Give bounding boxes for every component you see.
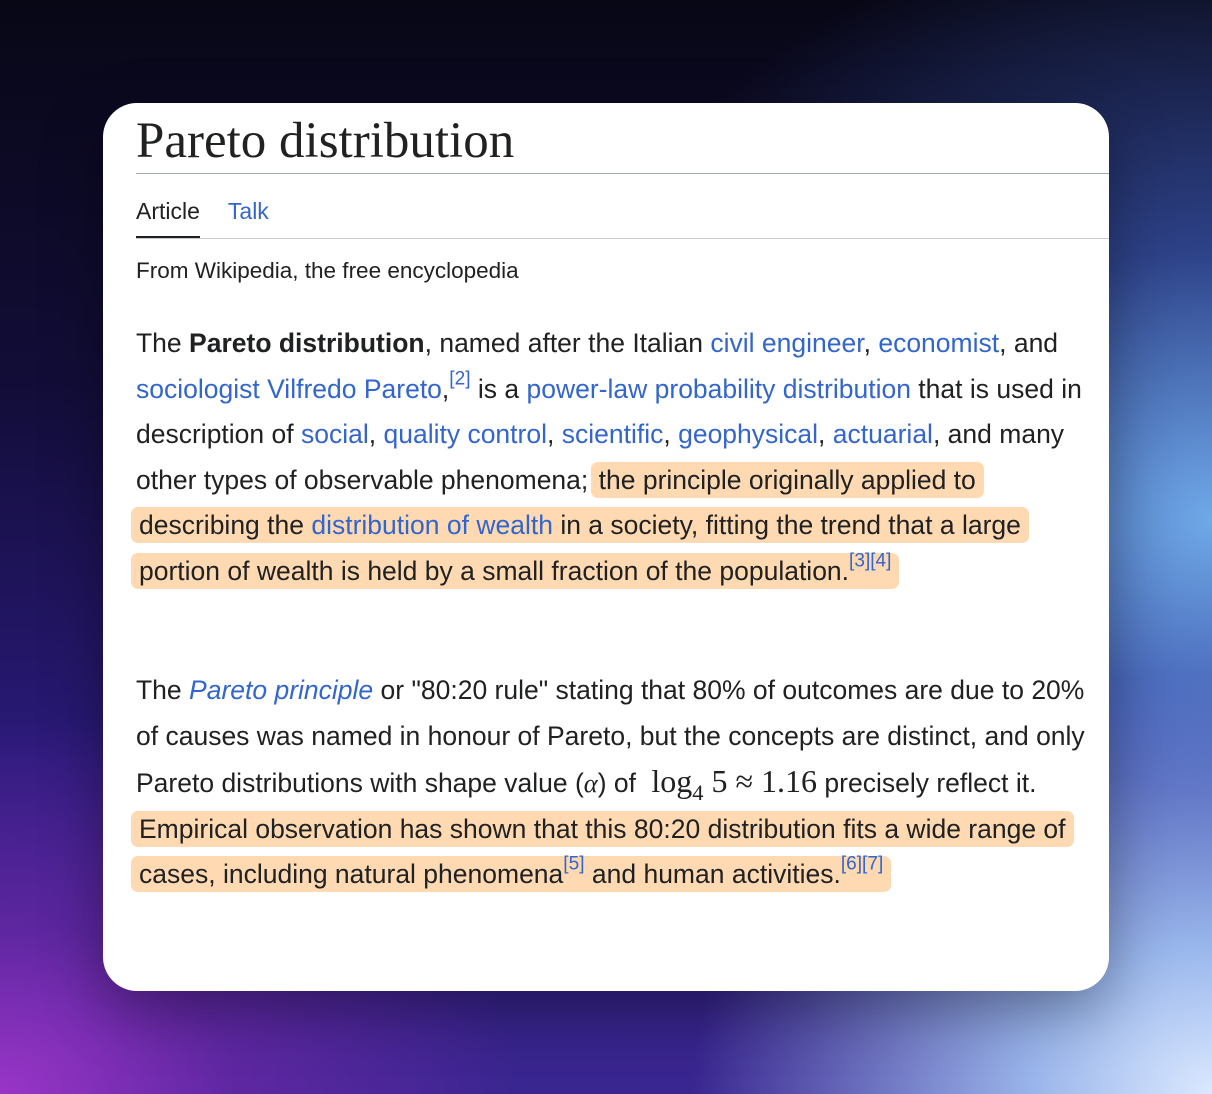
citation xyxy=(449,368,470,389)
text: ) of xyxy=(597,768,644,798)
ref-4-link[interactable]: [4] xyxy=(870,550,892,572)
citation xyxy=(841,854,883,875)
article-card xyxy=(103,103,1109,991)
link-pareto-principle[interactable]: Pareto principle xyxy=(189,675,374,705)
link-economist[interactable]: economist xyxy=(878,328,1000,358)
link-social[interactable]: social xyxy=(300,419,369,449)
text: and human activities. xyxy=(584,859,841,889)
link-civil-engineer[interactable]: civil engineer xyxy=(710,328,864,358)
tab-article[interactable]: Article xyxy=(136,191,200,239)
text: in a society, fitting the trend that a large portion of wealth is held by a small fraction of the population. xyxy=(139,510,1021,586)
text: , xyxy=(368,419,384,449)
bold-term: Pareto distribution xyxy=(189,328,425,358)
text: , xyxy=(663,419,679,449)
text: , xyxy=(441,373,450,404)
link-distribution-of-wealth[interactable]: distribution of wealth xyxy=(311,510,553,540)
citation xyxy=(563,854,584,875)
text: is a xyxy=(470,373,527,404)
citation xyxy=(849,550,891,571)
text: , named after the Italian xyxy=(424,328,711,358)
highlighted-passage xyxy=(131,811,1074,893)
text: , xyxy=(547,419,562,449)
article-tabs xyxy=(136,191,269,239)
text: precisely reflect it. xyxy=(817,768,1037,798)
link-sociologist[interactable]: sociologist xyxy=(136,373,260,404)
ref-5-link[interactable]: [5] xyxy=(563,853,585,875)
link-scientific[interactable]: scientific xyxy=(561,419,664,449)
site-tagline: From Wikipedia, the free encyclopedia xyxy=(136,258,519,283)
pareto-principle-paragraph xyxy=(136,668,1096,898)
link-quality-control[interactable]: quality control xyxy=(383,419,547,449)
ref-3-link[interactable]: [3] xyxy=(849,550,871,572)
text: , and many other types of observable phenomena; xyxy=(136,419,1065,495)
math-rest: 5 ≈ 1.16 xyxy=(703,763,818,799)
page-title: Pareto distribution xyxy=(136,113,515,169)
link-vilfredo-pareto[interactable]: Vilfredo Pareto xyxy=(267,373,442,404)
ref-2-link[interactable]: [2] xyxy=(449,368,471,390)
text: , xyxy=(863,328,879,358)
link-actuarial[interactable]: actuarial xyxy=(832,419,933,449)
alpha-symbol: α xyxy=(583,768,598,798)
math-formula xyxy=(651,763,818,805)
text xyxy=(647,374,654,404)
intro-paragraph xyxy=(136,321,1096,594)
tab-talk[interactable]: Talk xyxy=(227,198,269,224)
ref-7-link[interactable]: [7] xyxy=(862,853,884,875)
text: The xyxy=(136,328,190,358)
math-log: log xyxy=(651,763,693,799)
title-divider xyxy=(136,173,1109,174)
ref-6-link[interactable]: [6] xyxy=(840,853,863,875)
link-probability-distribution[interactable]: probability distribution xyxy=(654,373,911,404)
text: , and xyxy=(999,328,1059,358)
text xyxy=(260,374,267,404)
link-power-law[interactable]: power-law xyxy=(526,373,648,404)
text: , xyxy=(818,419,833,449)
text: or "80:20 rule" stating that 80% of outcomes are due to 20% of causes was named in honour of Pareto, but the concepts are distinct, and only Pareto distributions with shape value ( xyxy=(136,675,1085,798)
text: Empirical observation has shown that this 80:20 distribution fits a wide range of cases, including natural phenomena xyxy=(139,813,1066,889)
link-geophysical[interactable]: geophysical xyxy=(678,419,819,449)
math-base: 4 xyxy=(692,779,704,805)
tabs-divider xyxy=(136,238,1109,239)
text: the principle originally applied to describing the xyxy=(139,464,976,540)
text: The xyxy=(136,675,190,705)
text: that is used in description of xyxy=(136,373,1082,449)
